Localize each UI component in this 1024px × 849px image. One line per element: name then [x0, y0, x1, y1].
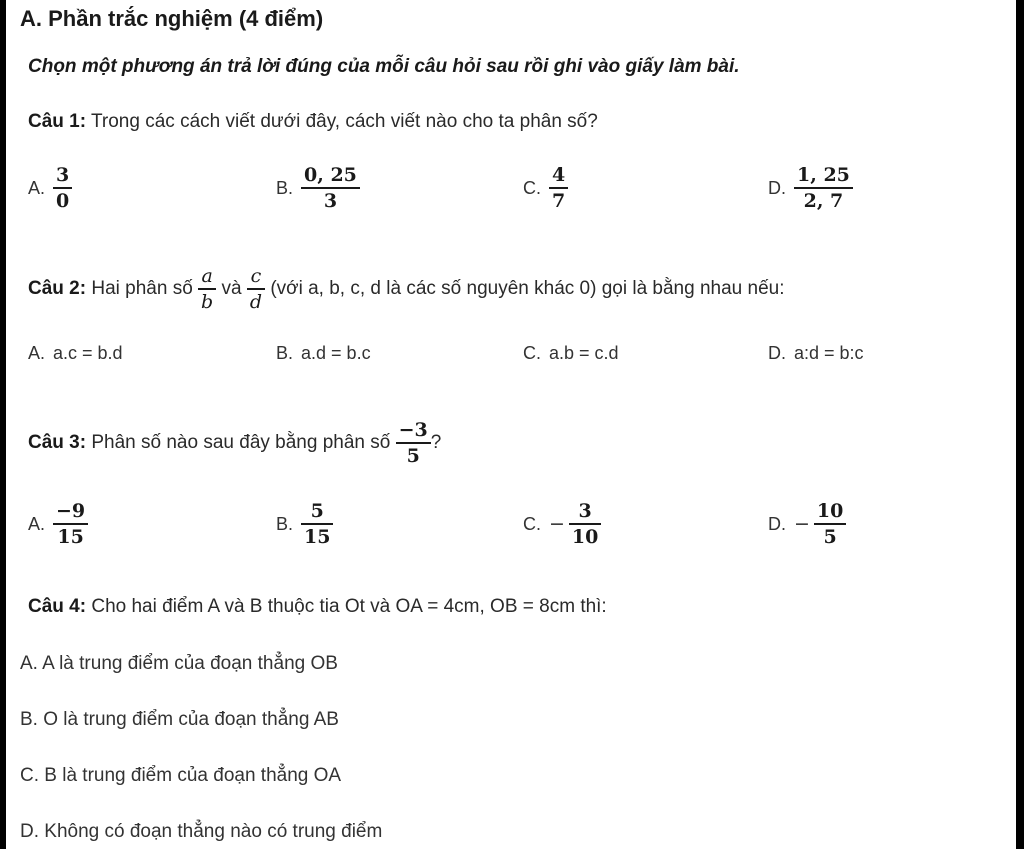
question-2-text-b: và — [221, 278, 242, 299]
q4-option-b: B. O là trung điểm của đoạn thẳng AB — [20, 709, 339, 730]
option-letter: C. — [523, 177, 541, 198]
fraction — [396, 418, 431, 468]
option-text: a.b = c.d — [549, 343, 619, 363]
option-letter: D. — [768, 513, 786, 534]
minus-sign: − — [794, 513, 810, 535]
fraction — [53, 499, 88, 549]
numerator: 0, 25 — [304, 164, 357, 186]
question-1-label: Câu 1: — [28, 111, 87, 132]
option-letter: A. — [28, 177, 46, 198]
option-text: a:d = b:c — [794, 343, 864, 363]
denominator: d — [249, 291, 263, 313]
option-text: a.c = b.d — [53, 343, 123, 363]
q2-option-c — [523, 343, 619, 364]
q3-option-b — [276, 499, 333, 549]
q3-option-d — [768, 499, 846, 549]
denominator: 7 — [552, 190, 566, 212]
fraction-a-b — [198, 264, 216, 314]
denominator: 3 — [323, 190, 338, 212]
q1-option-a — [28, 163, 72, 213]
denominator: 5 — [406, 445, 420, 467]
question-2-text-a: Hai phân số — [91, 278, 193, 299]
option-letter: B. — [276, 343, 294, 363]
q2-option-b — [276, 343, 371, 364]
numerator: a — [201, 265, 213, 287]
fraction-c-d — [247, 264, 265, 314]
question-4-label: Câu 4: — [28, 596, 87, 617]
denominator: 10 — [571, 526, 599, 548]
option-letter: B. — [276, 513, 294, 534]
option-letter: B. — [276, 177, 294, 198]
question-2 — [28, 264, 784, 314]
q4-option-d: D. Không có đoạn thẳng nào có trung điểm — [20, 821, 383, 842]
question-mark: ? — [430, 432, 442, 453]
question-2-text-c: (với a, b, c, d là các số nguyên khác 0) gọi là bằng nhau nếu: — [270, 278, 785, 299]
numerator: −3 — [398, 419, 428, 441]
fraction — [301, 163, 360, 213]
q3-option-c — [523, 499, 601, 549]
fraction — [569, 499, 601, 549]
numerator: 3 — [56, 164, 70, 186]
denominator: 5 — [823, 526, 837, 548]
option-letter: A. — [28, 513, 46, 534]
fraction — [549, 163, 568, 213]
instruction: Chọn một phương án trả lời đúng của mỗi câu hỏi sau rồi ghi vào giấy làm bài. — [28, 56, 740, 77]
numerator: 1, 25 — [797, 164, 850, 186]
fraction — [814, 499, 846, 549]
fraction — [53, 163, 72, 213]
numerator: 4 — [552, 164, 566, 186]
q3-option-a — [28, 499, 88, 549]
question-3-text: Phân số nào sau đây bằng phân số — [91, 432, 391, 453]
option-text: a.d = b.c — [301, 343, 371, 363]
numerator: 10 — [816, 500, 844, 522]
q2-option-d — [768, 343, 864, 364]
question-4-text: Cho hai điểm A và B thuộc tia Ot và OA = 4cm, OB = 8cm thì: — [91, 596, 607, 617]
fraction — [301, 499, 333, 549]
fraction — [794, 163, 853, 213]
denominator: 2, 7 — [803, 190, 844, 212]
question-1-text: Trong các cách viết dưới đây, cách viết nào cho ta phân số? — [91, 111, 598, 132]
q4-option-c: C. B là trung điểm của đoạn thẳng OA — [20, 765, 342, 786]
numerator: −9 — [56, 500, 86, 522]
minus-sign: − — [549, 513, 565, 535]
option-letter: A. — [28, 343, 46, 363]
question-4 — [28, 596, 607, 618]
question-1 — [28, 111, 598, 133]
question-3 — [28, 418, 441, 468]
option-letter: D. — [768, 343, 786, 363]
numerator: 3 — [578, 500, 592, 522]
numerator: c — [250, 265, 262, 287]
numerator: 5 — [310, 500, 324, 522]
option-letter: C. — [523, 343, 541, 363]
option-letter: C. — [523, 513, 541, 534]
denominator: b — [201, 291, 214, 313]
q1-option-b — [276, 163, 360, 213]
q1-option-d — [768, 163, 853, 213]
denominator: 15 — [304, 526, 331, 548]
denominator: 0 — [56, 190, 70, 212]
q2-option-a — [28, 343, 123, 364]
document-page — [6, 0, 1016, 849]
question-2-label: Câu 2: — [28, 278, 87, 299]
question-3-label: Câu 3: — [28, 432, 87, 453]
q1-option-c — [523, 163, 568, 213]
denominator: 15 — [57, 526, 84, 548]
section-title: A. Phần trắc nghiệm (4 điểm) — [20, 6, 324, 31]
q4-option-a: A. A là trung điểm của đoạn thẳng OB — [20, 653, 338, 674]
option-letter: D. — [768, 177, 786, 198]
